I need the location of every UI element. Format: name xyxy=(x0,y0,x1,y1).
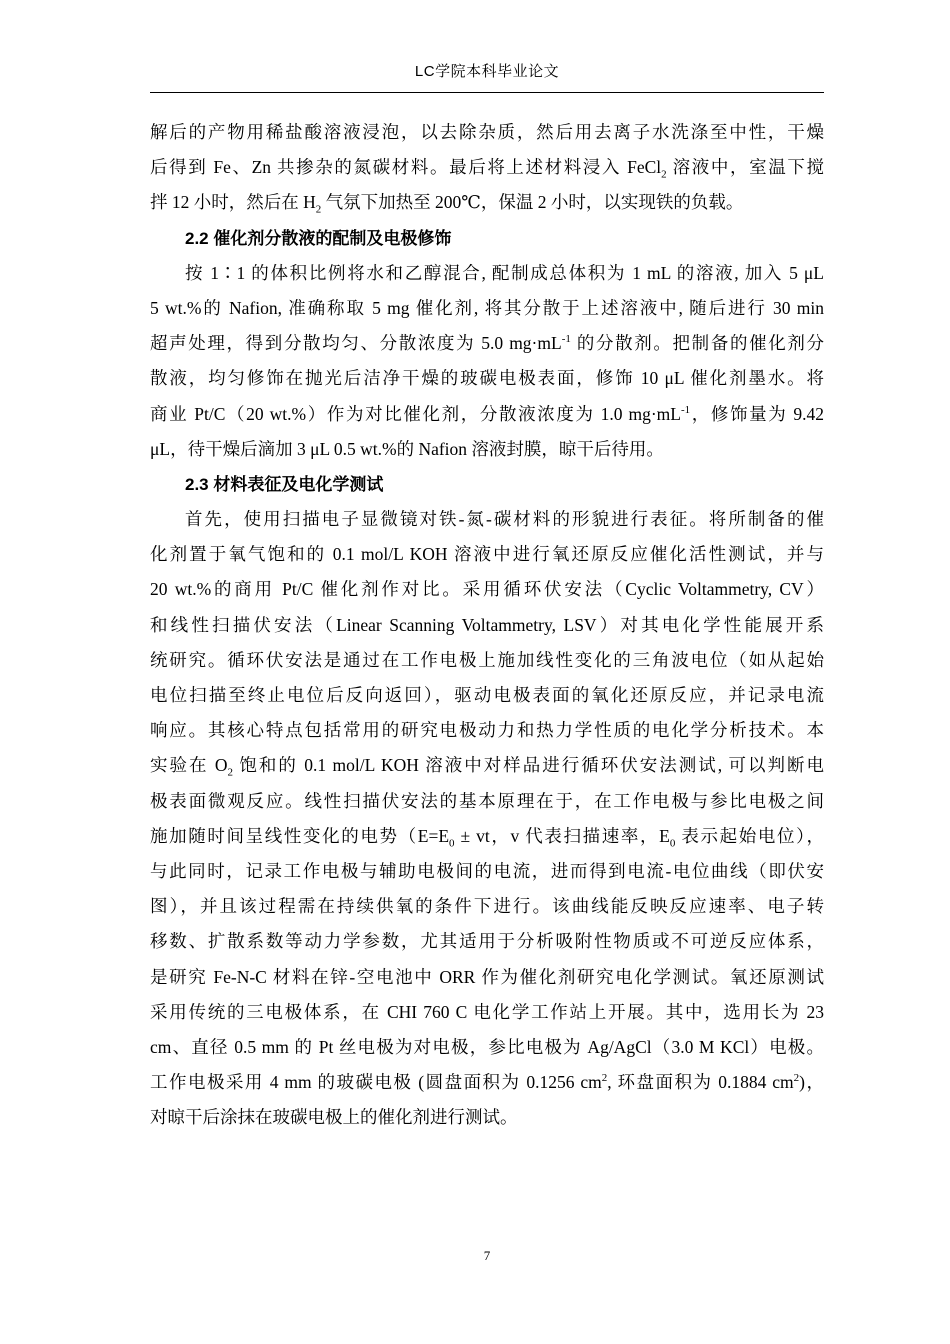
text-line: 图），并且该过程需在持续供氧的条件下进行。该曲线能反映反应速率、电子转 xyxy=(150,896,824,917)
text-line: 工作电极采用 4 mm 的玻碳电极 (圆盘面积为 0.1256 $cm^2$, 环盘面积为 0.1884 $cm^2$)， xyxy=(150,1072,824,1093)
page-number: 7 xyxy=(483,1248,491,1263)
text-line: 散液，均匀修饰在抛光后洁净干燥的玻碳电极表面，修饰 10 μL 催化剂墨水。将 xyxy=(150,368,824,389)
text-line: μL，待干燥后滴加 3 μL 0.5 wt.%的 Nafion 溶液封膜，晾干后待用。 xyxy=(150,438,664,459)
text-line: 对晾干后涂抹在玻碳电极上的催化剂进行测试。 xyxy=(150,1107,518,1128)
text-line: 是研究 Fe-N-C 材料在锌-空电池中 ORR 作为催化剂研究电化学测试。氧还原测试 xyxy=(150,966,824,987)
text-line: 化剂置于氧气饱和的 0.1 mol/L KOH 溶液中进行氧还原反应催化活性测试，并与 xyxy=(150,544,824,565)
text-line: 与此同时，记录工作电极与辅助电极间的电流，进而得到电流-电位曲线（即伏安 xyxy=(150,860,824,881)
text-line: 5 wt.%的 Nafion, 准确称取 5 mg 催化剂, 将其分散于上述溶液中, 随后进行 30 min xyxy=(150,297,824,318)
text-line: cm、直径 0.5 mm 的 Pt 丝电极为对电极，参比电极为 Ag/AgCl（3.0 M KCl）电极。 xyxy=(150,1036,824,1057)
text-line: 采用传统的三电极体系，在 CHI 760 C 电化学工作站上开展。其中，选用长为 23 xyxy=(150,1001,824,1022)
running-header: LC学院本科毕业论文 xyxy=(414,63,560,80)
paragraph-2-2 xyxy=(150,256,824,467)
text-line: 后得到 Fe、Zn 共掺杂的氮碳材料。最后将上述材料浸入 FeCl$_2$ 溶液中，室温下搅 xyxy=(150,157,824,181)
paragraph-2-3 xyxy=(150,502,824,1135)
text-line: 施加随时间呈线性变化的电势（$E=E_0$ ± vt，v 代表扫描速率，$E_0$ 表示起始电位）， xyxy=(150,825,825,850)
text-line: 移数、扩散系数等动力学参数，尤其适用于分析吸附性物质或不可逆反应体系， xyxy=(150,931,824,952)
text-line: 响应。其核心特点包括常用的研究电极动力和热力学性质的电化学分析技术。本 xyxy=(150,720,824,741)
header-rule xyxy=(150,92,824,93)
text-line: 商业 Pt/C（20 wt.%）作为对比催化剂，分散液浓度为 1.0 $mg\cdot mL^{-1}$，修饰量为 9.42 xyxy=(150,403,824,424)
body-text xyxy=(150,115,824,1135)
text-line: 超声处理，得到分散均匀、分散浓度为 5.0 $mg\cdot mL^{-1}$ 的分散剂。把制备的催化剂分 xyxy=(150,333,824,354)
text-line: 和线性扫描伏安法（Linear Scanning Voltammetry, LSV）对其电化学性能展开系 xyxy=(150,614,824,635)
text-line: 实验在 $O_2$ 饱和的 0.1 mol/L KOH 溶液中对样品进行循环伏安法测试, 可以判断电 xyxy=(150,755,824,779)
text-line: 统研究。循环伏安法是通过在工作电极上施加线性变化的三角波电位（如从起始 xyxy=(150,649,824,670)
paragraph-continuation xyxy=(150,115,824,221)
text-line: 按 1∶1 的体积比例将水和乙醇混合, 配制成总体积为 1 mL 的溶液, 加入 5 μL xyxy=(185,262,824,283)
text-line: 20 wt.%的商用 Pt/C 催化剂作对比。采用循环伏安法（Cyclic Voltammetry, CV） xyxy=(150,579,824,600)
text-line: 极表面微观反应。线性扫描伏安法的基本原理在于，在工作电极与参比电极之间 xyxy=(150,790,824,811)
text-line: 电位扫描至终止电位后反向返回），驱动电极表面的氧化还原反应，并记录电流 xyxy=(150,685,824,705)
text-line: 解后的产物用稀盐酸溶液浸泡，以去除杂质，然后用去离子水洗涤至中性，干燥 xyxy=(150,122,824,142)
section-heading-2-3: 2.3 材料表征及电化学测试 xyxy=(185,474,384,494)
text-line: 拌 12 小时，然后在 $H_2$ 气氛下加热至 200℃，保温 2 小时，以实现铁的负载。 xyxy=(150,192,744,216)
section-heading-2-2: 2.2 催化剂分散液的配制及电极修饰 xyxy=(185,228,452,248)
text-line: 首先，使用扫描电子显微镜对铁-氮-碳材料的形貌进行表征。将所制备的催 xyxy=(185,509,824,530)
